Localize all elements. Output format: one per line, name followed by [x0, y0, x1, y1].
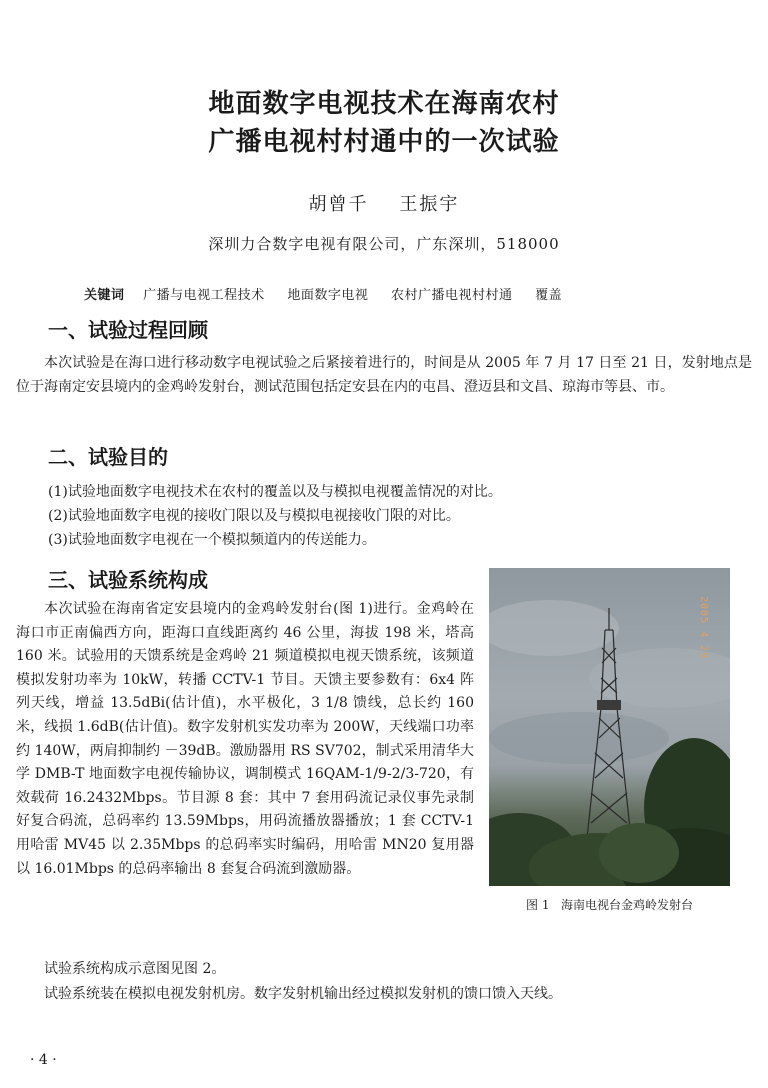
- title-line-1: 地面数字电视技术在海南农村: [208, 89, 560, 119]
- section-1-paragraph: 本次试验是在海口进行移动数字电视试验之后紧接着进行的，时间是从 2005 年 7 月 17 日至 21 日，发射地点是位于海南定安县境内的金鸡岭发射台，测试范围包括定安县在内的屯昌、澄迈县和文昌、琼海市等县、市。: [16, 355, 752, 395]
- page-number: · 4 ·: [30, 1052, 57, 1068]
- transmitter-tower-photo: [489, 568, 730, 886]
- title-line-2: 广播电视村村通中的一次试验: [208, 127, 560, 157]
- section-1-heading: 一、试验过程回顾: [48, 318, 208, 342]
- authors: 胡曾千 王振宇: [308, 194, 460, 215]
- objective-item-2: (2)试验地面数字电视的接收门限以及与模拟电视接收门限的对比。: [48, 508, 460, 524]
- section-3-paragraph-3: 试验系统装在模拟电视发射机房。数字发射机输出经过模拟发射机的馈口馈入天线。: [44, 986, 562, 1002]
- keyword-item: 农村广播电视村村通: [390, 288, 513, 303]
- photo-date-stamp: 2005 4 29: [698, 596, 709, 660]
- section-3-paragraph-2: 试验系统构成示意图见图 2。: [44, 961, 226, 977]
- keywords-label: 关键词: [84, 288, 125, 303]
- figure-1-caption: 图 1 海南电视台金鸡岭发射台: [526, 898, 693, 912]
- objective-item-1: (1)试验地面数字电视技术在农村的覆盖以及与模拟电视覆盖情况的对比。: [48, 484, 502, 500]
- affiliation: 深圳力合数字电视有限公司，广东深圳，518000: [208, 235, 560, 253]
- keyword-item: 广播与电视工程技术: [143, 288, 265, 303]
- keyword-item: 地面数字电视: [287, 288, 369, 303]
- objective-item-3: (3)试验地面数字电视在一个模拟频道内的传送能力。: [48, 532, 376, 548]
- section-2-heading: 二、试验目的: [48, 445, 168, 469]
- section-3-paragraph-1: 本次试验在海南省定安县境内的金鸡岭发射台(图 1)进行。金鸡岭在海口市正南偏西方向，距海口直线距离约 46 公里，海拔 198 米，塔高 160 米。试验用的天馈系统是金鸡岭 21 频道模拟电视天馈系统，该频道模拟发射功率为 10kW，转播 CCTV-1 节目。天馈主要参数有：6x4 阵列天线，增益 13.5dBi(估计值)，水平极化，3 1/8 馈线，总长约 160 米，线损 1.6dB(估计值)。数字发射机实发功率为 200W，天线端口功率约 140W，两肩抑制约 －39dB。激励器用 RS SV702，制式采用清华大学 DMB-T 地面数字电视传输协议，调制模式 16QAM-1/9-2/3-720，有效载荷 16.2432Mbps。节目源 8 套：其中 7 套用码流记录仪事先录制好复合码流，总码率约 13.59Mbps，用码流播放器播放；1 套 CCTV-1 用哈雷 MV45 以 2.35Mbps 的总码率实时编码，用哈雷 MN20 复用器以 16.01Mbps 的总码率输出 8 套复合码流到激励器。: [16, 601, 474, 877]
- keyword-item: 覆盖: [535, 288, 563, 303]
- keywords: [84, 284, 580, 303]
- section-3-heading: 三、试验系统构成: [48, 568, 208, 592]
